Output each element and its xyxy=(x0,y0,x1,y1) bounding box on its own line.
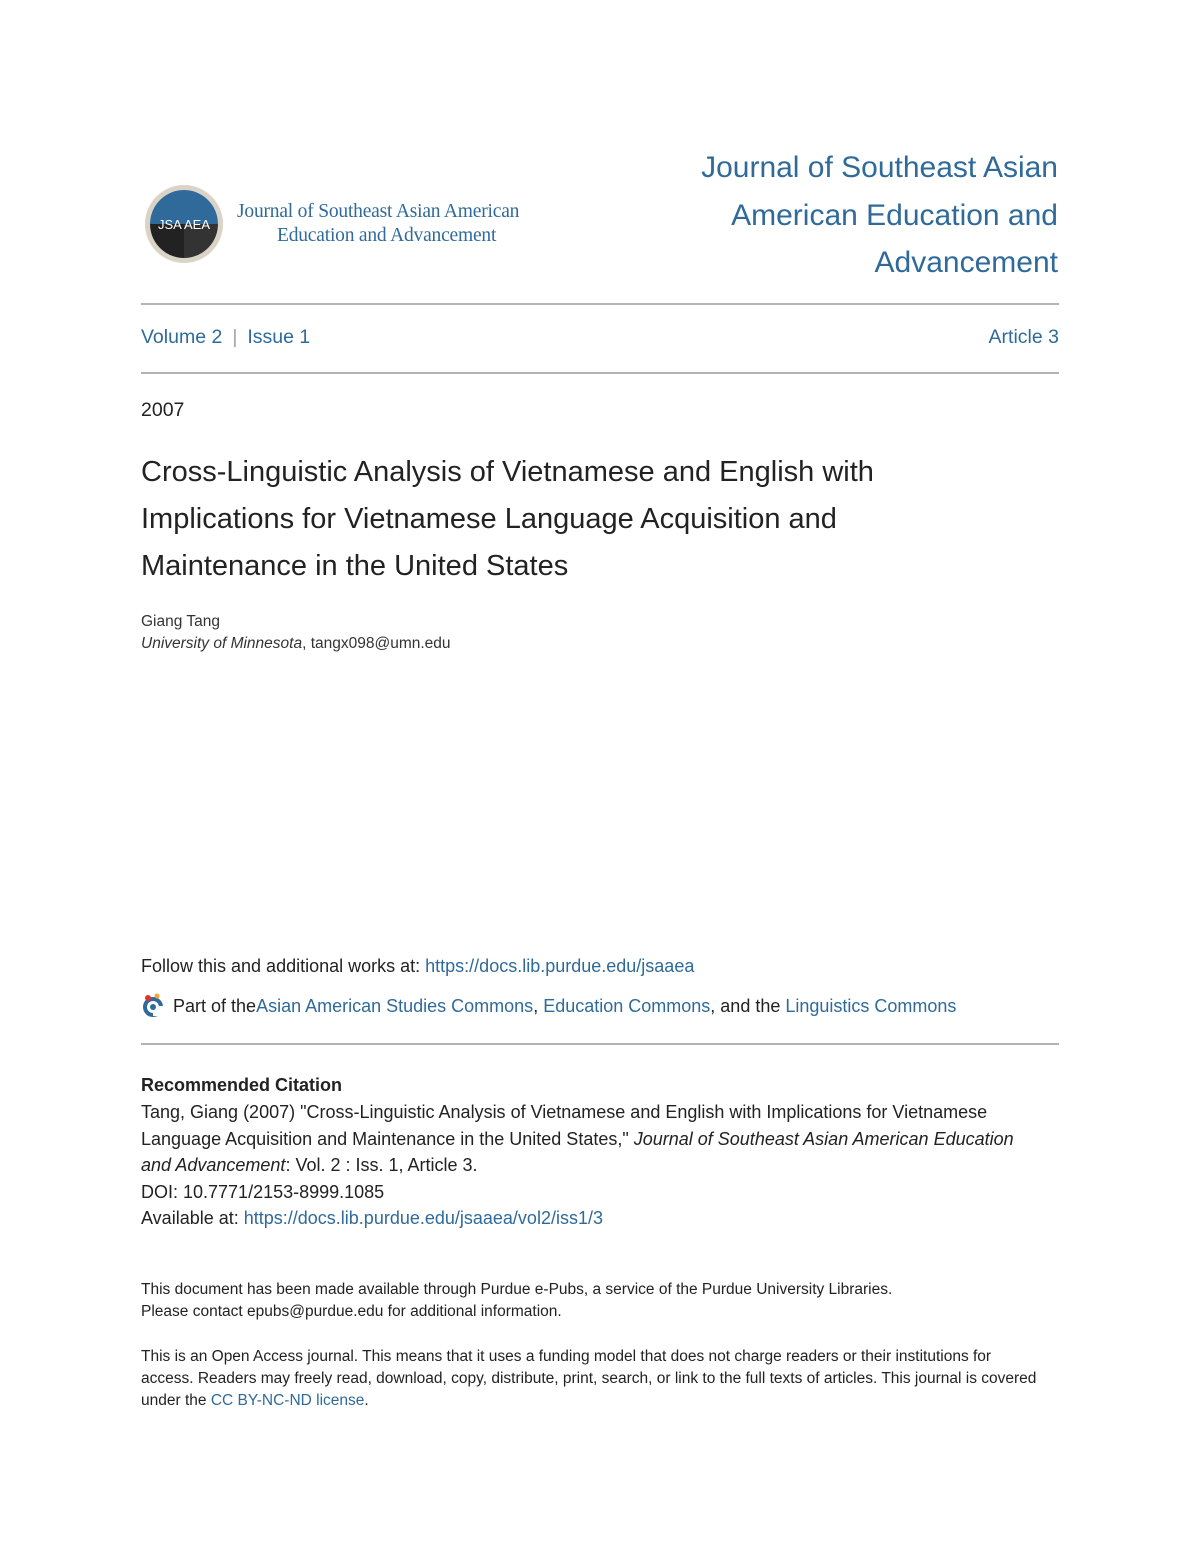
part-of-line xyxy=(141,991,956,1021)
article-title: Cross-Linguistic Analysis of Vietnamese and English with Implications for Vietnamese Language Acquisition and Maintenance in the United States xyxy=(141,456,874,582)
jsaaea-logo-icon xyxy=(143,183,225,265)
bepress-commons-icon xyxy=(141,993,167,1019)
part-of-sep1: , xyxy=(533,996,544,1016)
citation-journal: Journal of Southeast Asian American Education and Advancement xyxy=(141,1128,1014,1175)
article-link[interactable]: Article 3 xyxy=(988,326,1059,348)
citation-volume: : Vol. 2 : Iss. 1, Article 3. xyxy=(285,1155,478,1175)
author-name: Giang Tang xyxy=(141,613,220,630)
author-email[interactable]: , tangx098@umn.edu xyxy=(302,635,451,652)
open-access-end: . xyxy=(364,1392,369,1409)
follow-url-link[interactable]: https://docs.lib.purdue.edu/jsaaea xyxy=(425,956,695,976)
logo-text-line1: Journal of Southeast Asian American xyxy=(237,201,520,222)
follow-prefix: Follow this and additional works at: xyxy=(141,956,426,976)
open-access-notice xyxy=(141,1346,1041,1412)
linguistics-commons-link[interactable]: Linguistics Commons xyxy=(785,996,957,1016)
license-link[interactable]: CC BY-NC-ND license xyxy=(210,1392,365,1409)
epubs-notice xyxy=(141,1279,1041,1323)
citation-heading: Recommended Citation xyxy=(141,1075,343,1095)
epubs-notice-line1: This document has been made available through Purdue e-Pubs, a service of the Purdue University Libraries. xyxy=(141,1281,893,1298)
education-commons-link[interactable]: Education Commons xyxy=(543,996,711,1016)
meta-divider xyxy=(141,372,1059,374)
volume-issue-row xyxy=(141,326,1059,354)
citation-divider xyxy=(141,1043,1059,1045)
svg-text:JSA AEA: JSA AEA xyxy=(157,217,211,232)
separator: | xyxy=(232,326,238,348)
follow-line xyxy=(141,953,694,979)
open-access-text: This is an Open Access journal. This means that it uses a funding model that does not charge readers or their institutions for access. Readers may freely read, download, copy, distribute, print, search, or link to the full texts of articles. This journal is covered under the xyxy=(141,1348,1037,1409)
available-url-link[interactable]: https://docs.lib.purdue.edu/jsaaea/vol2/iss1/3 xyxy=(243,1208,603,1228)
citation-doi: DOI: 10.7771/2153-8999.1085 xyxy=(141,1181,385,1202)
logo-text-line2: Education and Advancement xyxy=(277,225,497,246)
asian-american-studies-commons-link[interactable]: Asian American Studies Commons xyxy=(256,996,534,1016)
header-divider xyxy=(141,303,1059,305)
logo-wordmark xyxy=(237,200,519,248)
part-of-prefix: Part of the xyxy=(173,996,257,1016)
available-prefix: Available at: xyxy=(141,1208,244,1228)
part-of-sep2: , and the xyxy=(710,996,786,1016)
journal-logo xyxy=(143,183,563,265)
citation-body xyxy=(141,1099,1041,1232)
volume-link[interactable]: Volume 2 xyxy=(141,326,223,348)
issue-link[interactable]: Issue 1 xyxy=(247,326,311,348)
author-university: University of Minnesota xyxy=(141,635,303,652)
publication-year: 2007 xyxy=(141,399,185,421)
author-affiliation xyxy=(141,633,451,655)
journal-title[interactable]: Journal of Southeast Asian American Education and Advancement xyxy=(701,151,1058,279)
epubs-notice-line2: Please contact epubs@purdue.edu for additional information. xyxy=(141,1303,562,1320)
citation-text: Tang, Giang (2007) "Cross-Linguistic Analysis of Vietnamese and English with Implications for Vietnamese Language Acquisition and Maintenance in the United States," xyxy=(141,1102,988,1149)
